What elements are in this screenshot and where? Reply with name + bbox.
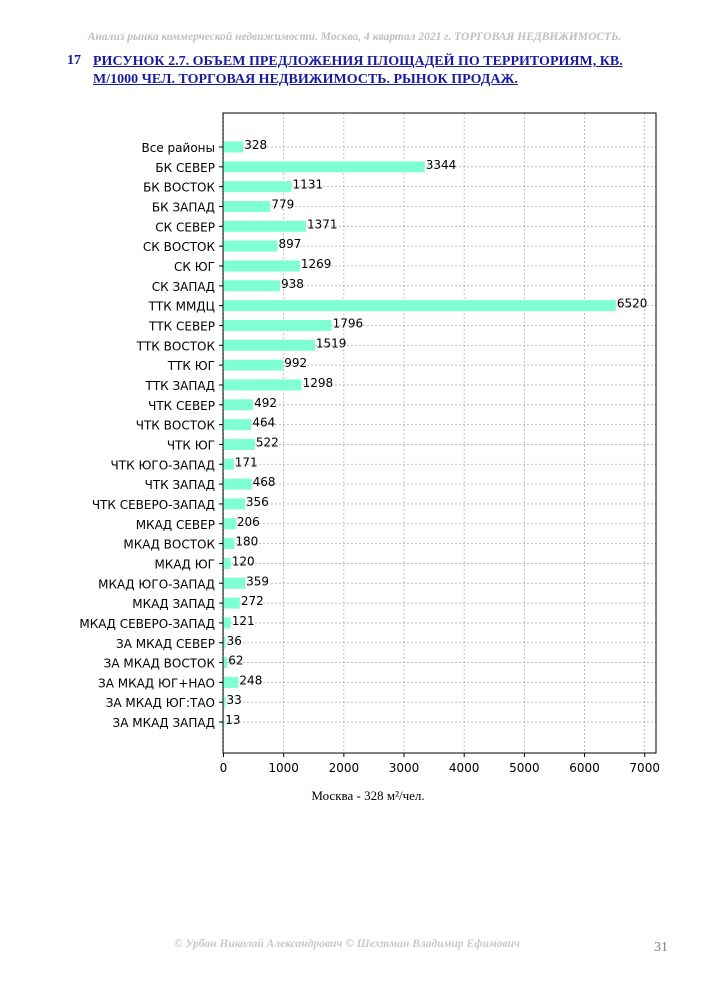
bar-value-label: 464 [252, 415, 276, 430]
category-label: ТТК ВОСТОК [136, 339, 215, 354]
category-label: ЧТК ЮГ [166, 438, 215, 453]
figure-number: 17 [67, 53, 81, 68]
x-tick-label: 7000 [629, 761, 660, 775]
bar-value-label: 3344 [425, 157, 457, 172]
bar [224, 439, 255, 450]
bar [224, 320, 332, 331]
bar [224, 379, 302, 390]
bar [224, 697, 226, 708]
x-tick-label: 4000 [448, 761, 480, 775]
bar [224, 459, 234, 470]
bar [224, 637, 226, 648]
bar-value-label: 897 [278, 237, 302, 252]
bar [224, 360, 284, 371]
bar-value-label: 33 [226, 693, 242, 708]
bar-value-label: 13 [225, 713, 241, 728]
bar-value-label: 272 [240, 594, 264, 609]
bar [224, 161, 425, 172]
category-label: ТТК ЗАПАД [145, 378, 215, 393]
x-tick-label: 6000 [569, 761, 600, 775]
bar-value-label: 1298 [302, 375, 334, 390]
bar [224, 300, 616, 311]
bar [224, 538, 235, 549]
bar-value-label: 992 [284, 356, 308, 371]
bar-value-label: 1519 [315, 336, 347, 351]
bar-value-label: 180 [235, 534, 259, 549]
bar [224, 201, 271, 212]
bar-value-label: 522 [255, 435, 279, 450]
bar-value-label: 1796 [332, 316, 364, 331]
bar [224, 280, 280, 291]
bar [224, 479, 252, 490]
category-label: ЧТК СЕВЕРО-ЗАПАД [91, 497, 215, 512]
bar-value-label: 1131 [292, 177, 324, 192]
bar [224, 657, 228, 668]
bar-value-label: 36 [226, 633, 242, 648]
bar [224, 181, 292, 192]
category-label: СК ВОСТОК [142, 240, 215, 255]
bar [224, 340, 315, 351]
category-label: ЗА МКАД СЕВЕР [116, 636, 215, 651]
x-tick-label: 2000 [328, 761, 360, 775]
category-label: МКАД ЮГО-ЗАПАД [98, 577, 215, 592]
bar-value-label: 120 [231, 554, 255, 569]
bar [224, 717, 225, 728]
figure-title: РИСУНОК 2.7. ОБЪЕМ ПРЕДЛОЖЕНИЯ ПЛОЩАДЕЙ ПО ТЕРРИТОРИЯМ, КВ. М/1000 ЧЕЛ. ТОРГОВАЯ НЕДВИЖИМОСТЬ. РЫНОК ПРОДАЖ. [93, 54, 623, 87]
bar-value-label: 359 [246, 574, 270, 589]
category-label: ЧТК ВОСТОК [135, 418, 215, 433]
bar-value-label: 1371 [306, 217, 338, 232]
category-label: ЗА МКАД ЮГ:ТАО [105, 696, 215, 711]
bar-value-label: 492 [254, 395, 278, 410]
category-label: ТТК ММДЦ [148, 299, 215, 314]
category-labels [79, 141, 215, 730]
bar-value-label: 356 [245, 494, 269, 509]
x-tick-label: 3000 [388, 761, 420, 775]
bar [224, 419, 252, 430]
bar-value-label: 1269 [300, 256, 332, 271]
bar-value-label: 328 [244, 138, 268, 152]
category-label: БК ВОСТОК [143, 180, 215, 195]
bar [224, 598, 240, 609]
bar [224, 498, 245, 509]
category-label: СК ЮГ [174, 259, 215, 274]
bar [224, 677, 239, 688]
bar [224, 260, 300, 271]
category-label: ЧТК ЗАПАД [144, 478, 215, 493]
category-label: ЗА МКАД ВОСТОК [103, 656, 215, 671]
category-label: МКАД ВОСТОК [123, 537, 215, 552]
x-tick-label: 1000 [268, 761, 299, 775]
category-label: ЧТК ЮГО-ЗАПАД [110, 458, 215, 473]
bar [224, 241, 278, 252]
page-number: 31 [654, 940, 668, 955]
category-label: ЧТК СЕВЕР [148, 398, 215, 413]
category-label: Все районы [141, 141, 215, 155]
bar-value-label: 248 [239, 673, 263, 688]
category-label: СК СЕВЕР [155, 220, 215, 235]
bar-value-label: 779 [271, 197, 295, 212]
chart-caption: Москва - 328 м²/чел. [311, 788, 425, 803]
category-label: БК СЕВЕР [155, 160, 215, 175]
bar-value-label: 938 [280, 276, 304, 291]
category-label: ТТК ЮГ [167, 359, 215, 374]
bar-value-label: 206 [236, 514, 260, 529]
category-label: МКАД ЮГ [154, 557, 215, 572]
bar-value-label: 62 [228, 653, 244, 668]
category-label: БК ЗАПАД [151, 200, 215, 215]
bar-value-label: 121 [231, 613, 255, 628]
bar-value-label: 6520 [616, 296, 648, 311]
bar [224, 617, 231, 628]
bar [224, 558, 231, 569]
category-label: ЗА МКАД ЮГ+НАО [98, 676, 215, 691]
bar [224, 578, 246, 589]
bar-value-label: 468 [252, 475, 276, 490]
x-tick-label: 5000 [509, 761, 540, 775]
category-label: МКАД СЕВЕР [135, 517, 215, 532]
bars [224, 142, 616, 728]
footer-authors: © Урбан Николай Александрович © Шехтман Владимир Ефимович [174, 938, 521, 950]
bar [224, 142, 244, 153]
bar [224, 399, 254, 410]
category-label: ЗА МКАД ЗАПАД [112, 716, 215, 731]
x-tick-label: 0 [219, 761, 228, 775]
category-label: ТТК СЕВЕР [148, 319, 215, 334]
bar [224, 518, 236, 529]
bar [224, 221, 306, 232]
running-header: Анализ рынка коммерческой недвижимости. Москва, 4 квартал 2021 г. ТОРГОВАЯ НЕДВИЖИМОСТЬ. [87, 31, 622, 43]
category-label: МКАД СЕВЕРО-ЗАПАД [79, 616, 215, 631]
category-label: МКАД ЗАПАД [132, 597, 215, 612]
bar-value-label: 171 [234, 455, 258, 470]
category-label: СК ЗАПАД [151, 279, 215, 294]
